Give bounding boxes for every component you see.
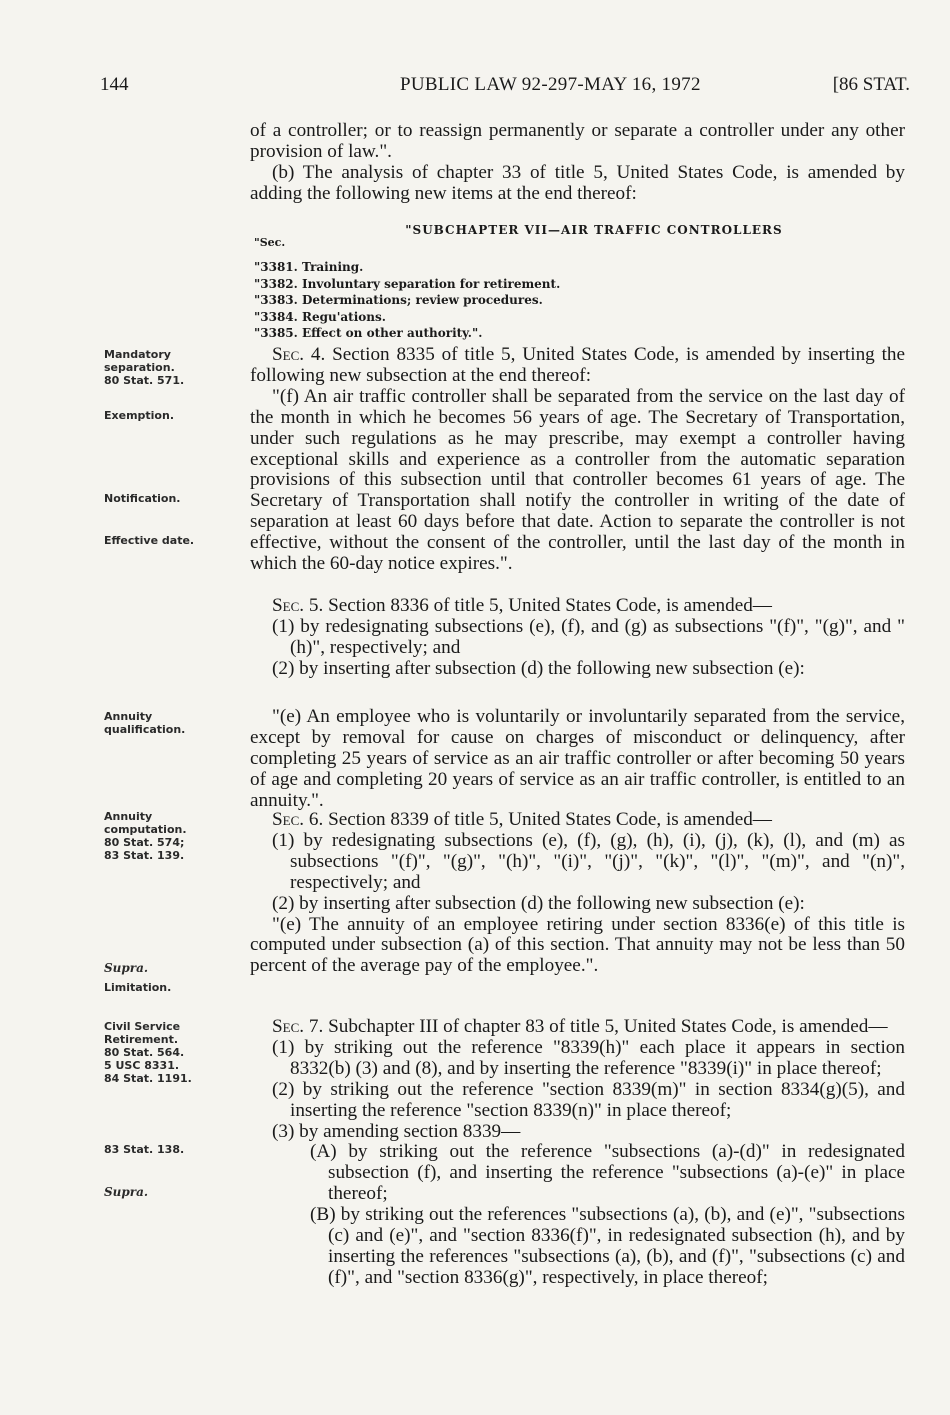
statute-reference: [86 STAT. (832, 74, 910, 95)
sec7-label: Sec. 7. (272, 1016, 324, 1037)
subchapter-item: "3385. Effect on other authority.". (254, 326, 483, 340)
sec5-item1: (1) by redesignating subsections (e), (f), and (g) as subsections "(f)", "(g)", and "(h)", respectively; and (272, 615, 905, 658)
margin-note-notification: Notification. (104, 492, 181, 505)
margin-note-text: Mandatory separation. (104, 348, 175, 374)
section-4 (250, 345, 905, 575)
sec6-item1: (1) by redesignating subsections (e), (f), (g), (h), (i), (j), (k), (l), and (m) as subsections "(f)", "(g)", "(h)", "(i)", "(j)", "(k)", "(l)", "(m)", and "(n)", respectively; and (272, 829, 905, 893)
subchapter-item: "3384. Regu'ations. (254, 309, 386, 324)
margin-note-annuity-qualification: Annuity qualification. (104, 710, 186, 736)
sec4-quote: "(f) An air traffic controller shall be separated from the service on the last day of the month in which he becomes 56 years of age. The Secretary of Transportation, under such regulations as he may prescribe, may exempt a controller having exceptional skills and experience as a controller from the automatic separation provisions of this subsection until that controller becomes 61 years of age. The Secretary of Transportation shall notify the controller in writing of the date of separation at least 60 days before that date. Action to separate the controller is not effective, without the consent of the controller, until the last day of the month in which the 60-day notice expires.". (250, 385, 905, 575)
sec7-itemB: (B) by striking out the references "subsections (a), (b), and (e)", "subsections (c) and (e)", and "section 8336(f)", in redesignated subsection (h), and by inserting the references "subsections (a), (b), and (f)", "subsections (c) and (f)", and "section 8336(g)", respectively, in place thereof; (310, 1204, 905, 1288)
sec4-intro (250, 345, 905, 387)
sec6-label: Sec. 6. (272, 809, 324, 830)
para-b: (b) The analysis of chapter 33 of title 5, United States Code, is amended by adding the following new items at the end thereof: (250, 161, 905, 204)
margin-note-stat: 5 USC 8331. (104, 1059, 180, 1072)
section-7 (250, 1017, 905, 1289)
sec5-text: Section 8336 of title 5, United States Code, is amended— (328, 595, 772, 616)
margin-note-stat: 80 Stat. 564. (104, 1046, 185, 1059)
sec-label: "Sec. (254, 235, 286, 249)
intro-line: of a controller; or to reassign permanently or separate a controller under any other provision of law.". (250, 120, 905, 162)
sec4-label: Sec. 4. (272, 344, 326, 365)
margin-note-stat: 83 Stat. 139. (104, 849, 185, 862)
section-5 (250, 596, 905, 680)
sec5-item2: (2) by inserting after subsection (d) the following new subsection (e): (272, 657, 805, 679)
sec7-intro (250, 1017, 905, 1038)
sec4-text: Section 8335 of title 5, United States Code, is amended by inserting the following new subsection at the end thereof: (250, 344, 906, 386)
intro-block (250, 121, 905, 205)
sec6-quote: "(e) The annuity of an employee retiring under section 8336(e) of this title is computed under subsection (a) of this section. That annuity may not be less than 50 percent of the average pay of the employee.". (250, 913, 905, 977)
margin-note-83-stat-138: 83 Stat. 138. (104, 1143, 185, 1156)
sec7-item3: (3) by amending section 8339— (272, 1120, 521, 1142)
section-5-quote (250, 707, 905, 812)
sec6-intro (250, 810, 905, 831)
subchapter-item: "3383. Determinations; review procedures. (254, 293, 543, 307)
page-number: 144 (100, 74, 129, 95)
margin-note-text: Annuity computation. (104, 810, 187, 836)
page-header (100, 74, 910, 102)
sec5-quote: "(e) An employee who is voluntarily or involuntarily separated from the service, except by removal for cause on charges of misconduct or delinquency, after completing 25 years of service as an air traffic controller or after becoming 50 years of age and completing 20 years of service as an air traffic controller, is entitled to an annuity.". (250, 706, 905, 811)
margin-note-exemption: Exemption. (104, 409, 175, 422)
margin-note-stat: 80 Stat. 574; (104, 836, 185, 849)
margin-note-civil-service (104, 1020, 244, 1085)
page-title: PUBLIC LAW 92-297-MAY 16, 1972 (400, 74, 701, 95)
margin-note-annuity-computation (104, 810, 234, 862)
margin-note-supra: Supra. (104, 1185, 149, 1199)
margin-note-text: Civil Service Retirement. (104, 1020, 181, 1046)
sec7-item2: (2) by striking out the reference "section 8339(m)" in section 8334(g)(5), and inserting the reference "section 8339(n)" in place thereof; (272, 1078, 905, 1121)
margin-note-stat: 84 Stat. 1191. (104, 1072, 192, 1085)
sec7-itemA: (A) by striking out the reference "subsections (a)-(d)" in redesignated subsection (f), and inserting the reference "subsections (a)-(e)" in place thereof; (310, 1141, 905, 1205)
margin-note-stat: 80 Stat. 571. (104, 374, 185, 387)
subchapter-item: "3382. Involuntary separation for retirement. (254, 276, 561, 291)
subchapter-analysis (254, 222, 894, 342)
section-6 (250, 810, 905, 977)
sec5-label: Sec. 5. (272, 595, 324, 616)
margin-note-supra: Supra. (104, 961, 149, 975)
sec7-item1: (1) by striking out the reference "8339(h)" each place it appears in section 8332(b) (3) and (8), and by inserting the reference "8339(i)" in place thereof; (272, 1036, 905, 1079)
subchapter-heading: "SUBCHAPTER VII—AIR TRAFFIC CONTROLLERS (405, 223, 783, 237)
sec6-text: Section 8339 of title 5, United States Code, is amended— (328, 809, 772, 830)
margin-note-mandatory (104, 348, 244, 387)
sec6-item2: (2) by inserting after subsection (d) the following new subsection (e): (272, 892, 805, 914)
sec7-text: Subchapter III of chapter 83 of title 5, United States Code, is amended— (328, 1016, 888, 1037)
margin-note-effective-date: Effective date. (104, 534, 195, 547)
subchapter-item: "3381. Training. (254, 260, 364, 274)
sec5-intro (250, 596, 905, 617)
margin-note-limitation: Limitation. (104, 981, 172, 994)
